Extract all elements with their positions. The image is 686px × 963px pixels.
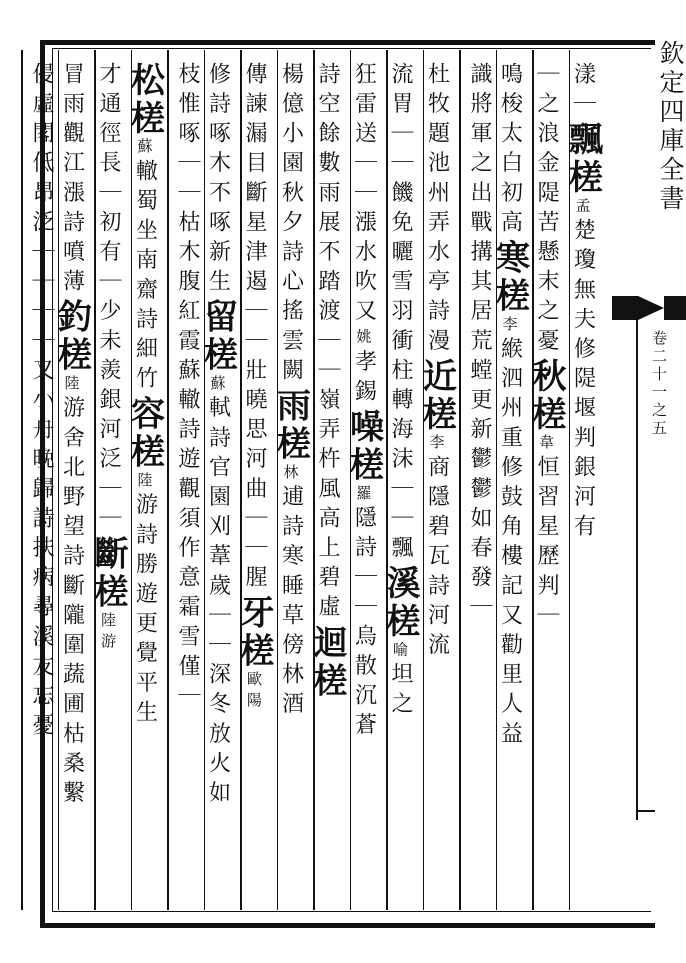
text-column <box>460 62 498 907</box>
text-column <box>562 62 608 907</box>
author-note: 陸游 <box>99 611 117 654</box>
text-column <box>489 62 535 907</box>
text-column <box>416 62 462 907</box>
body-text: 游舍北野望詩斷隴圍蔬圃枯桑繫 <box>59 395 85 811</box>
text-column <box>270 62 316 907</box>
body-text: 侵虛閣低昂泛｜｜ <box>29 62 54 299</box>
entry-heading: 秋槎 <box>526 358 566 434</box>
text-column <box>22 62 60 907</box>
author-note: 陸 <box>135 471 154 493</box>
entry-heading: 松槎 <box>124 62 165 138</box>
body-text: ｜｜又小舟晚歸詩扶病尋溪友忘憂 <box>29 298 54 743</box>
author-note: 李 <box>500 315 519 337</box>
text-column <box>124 62 170 907</box>
entry-heading: 近槎 <box>416 358 457 434</box>
author-note: 李 <box>427 434 446 455</box>
body-text: 孝錫 <box>351 349 377 409</box>
author-note: 歐陽 <box>245 670 263 713</box>
body-text: 漾｜ <box>570 62 596 122</box>
body-text: 坦之 <box>388 662 413 722</box>
text-column <box>51 62 97 907</box>
author-note: 林 <box>281 463 300 485</box>
author-note: 喻 <box>391 641 409 663</box>
text-column <box>168 62 206 907</box>
book-title: 欽定四庫全書 <box>656 40 685 214</box>
body-text: 衝柱轉海沫｜｜飄 <box>388 328 413 566</box>
author-note: 陸 <box>62 374 81 396</box>
author-note: 蘇 <box>208 374 227 396</box>
fish-tail-notch <box>638 296 664 320</box>
body-text: 識將軍之出戰 <box>467 62 492 240</box>
body-text: 枝惟啄｜｜枯木腹 <box>175 62 200 299</box>
body-text: 商隱碧瓦詩河流 <box>424 455 450 663</box>
body-text: 少未羨銀河泛｜｜ <box>96 298 121 536</box>
body-text: 才通徑長｜初有｜ <box>96 62 121 299</box>
body-text: 詩空餘數雨展不踏渡｜｜ <box>315 62 340 388</box>
text-column <box>234 62 279 907</box>
body-text: 逋詩寒睡草傍林酒 <box>278 484 304 722</box>
body-text: 嶺弄杵風高上碧虛 <box>315 387 340 625</box>
author-note: 羅 <box>354 484 373 506</box>
author-note: 蘇 <box>135 138 154 159</box>
body-text: 游詩勝遊更覺平生 <box>132 492 158 730</box>
body-text: 搆其居荒螳更新鬱鬱如春發｜ <box>467 239 492 625</box>
body-text: 軾詩官園刈葦歲｜｜深冬放火如 <box>205 395 231 811</box>
author-note: 姚 <box>354 328 373 350</box>
entry-heading: 溪槎 <box>380 565 420 642</box>
entry-heading: 留槎 <box>197 298 238 375</box>
body-text: 杜牧題池州弄水亭詩漫 <box>424 62 450 358</box>
body-text: 恒習星歷判｜ <box>534 455 559 633</box>
entry-heading: 釣槎 <box>51 298 92 375</box>
body-text: 冒雨觀江漲詩噴薄 <box>59 62 85 299</box>
body-text: 紅霞蘇轍詩遊觀須作意霜雪僅｜ <box>175 298 200 714</box>
entry-heading: 飄槎 <box>562 121 603 198</box>
entry-heading: 寒槎 <box>489 239 530 316</box>
chapter-mark: 卷二十一之五 <box>650 330 668 438</box>
author-note: 孟 <box>573 197 592 219</box>
text-column <box>197 62 243 907</box>
body-text: 修詩啄木不啄新生 <box>205 62 231 299</box>
text-column <box>380 62 425 907</box>
text-column <box>307 62 352 907</box>
entry-heading: 迴槎 <box>307 624 347 701</box>
body-text: 楊億小園秋夕詩心搖雲闕 <box>278 62 304 388</box>
body-text: 壯曉思河曲｜｜腥 <box>242 358 267 595</box>
body-text: 隱詩｜｜烏散沉蒼 <box>351 505 377 743</box>
author-note: 韋 <box>537 434 555 455</box>
text-column <box>343 62 389 907</box>
body-text: 緱泗州重修鼓角樓記又勸里人益 <box>497 336 523 752</box>
body-text: 傳諫漏目斷星津遏｜｜ <box>242 62 267 358</box>
entry-heading: 容槎 <box>124 395 165 472</box>
text-column <box>526 62 571 907</box>
entry-heading: 雨槎 <box>270 387 311 464</box>
margin-rule <box>636 300 638 820</box>
entry-heading: 斷槎 <box>88 535 128 612</box>
body-text: 流胃｜｜饑免曬雪羽 <box>388 62 413 329</box>
body-text: 狂雷送｜｜漲水吹又 <box>351 62 377 329</box>
entry-heading: 牙槎 <box>234 594 274 671</box>
body-text: 鳴梭太白初高 <box>497 62 523 240</box>
body-text: 楚瓊無夫修隄堰判銀河有 <box>570 218 596 544</box>
text-column <box>88 62 133 907</box>
body-text: ｜之浪金隄苦懸末之憂 <box>534 62 559 358</box>
entry-heading: 噪槎 <box>343 408 384 485</box>
body-text: 轍蜀坐南齋詩細竹 <box>132 159 158 396</box>
